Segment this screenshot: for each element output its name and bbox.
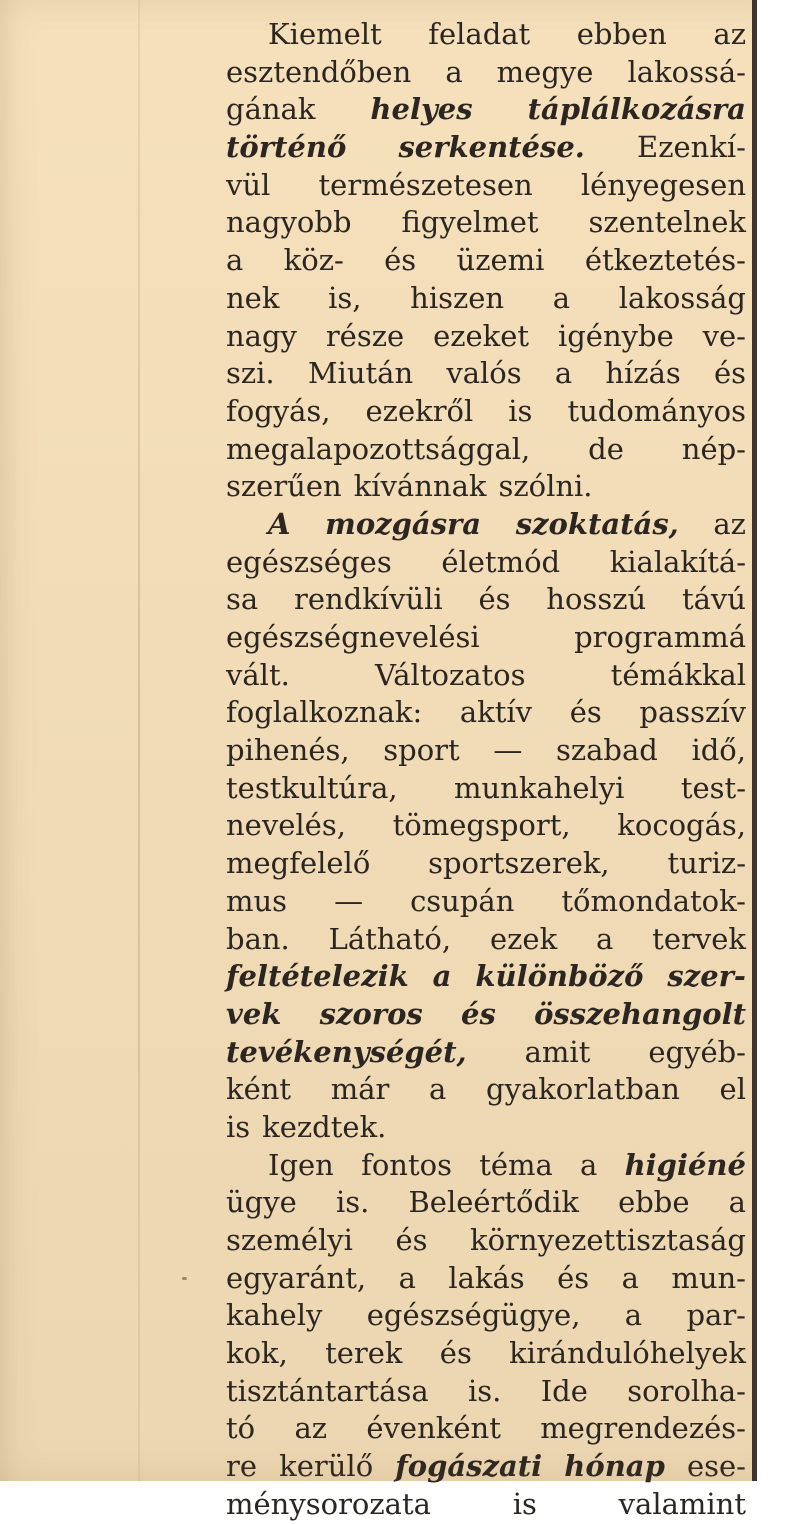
- word: pihenés,: [226, 733, 350, 768]
- word: nép-: [681, 431, 746, 466]
- word: ként: [226, 1072, 292, 1107]
- word: amit: [524, 1034, 591, 1069]
- word: mus: [226, 883, 288, 918]
- word: és: [395, 1223, 428, 1257]
- word: foglalkoznak:: [226, 695, 423, 730]
- word: sorolha-: [627, 1373, 746, 1408]
- word: nagy: [226, 318, 297, 353]
- word: valamint: [618, 1486, 746, 1521]
- word: csupán: [410, 883, 515, 918]
- text-line: [226, 657, 746, 695]
- word: lényegesen: [580, 167, 746, 202]
- word: Ide: [540, 1373, 588, 1408]
- word: figyelmet: [401, 205, 539, 240]
- word: kialakítá-: [609, 544, 746, 579]
- text-line: [226, 204, 746, 242]
- text-line: [226, 91, 746, 129]
- emphasis-word: feltételezik: [226, 959, 409, 994]
- text-line: [226, 1373, 746, 1411]
- text-line: [226, 1071, 746, 1109]
- text-line: [226, 393, 746, 431]
- text-line: [226, 883, 746, 921]
- text-line: [226, 506, 746, 544]
- word: és: [557, 1260, 590, 1295]
- word: kahely: [226, 1298, 323, 1333]
- word: re: [226, 1449, 258, 1484]
- word: is.: [335, 1185, 370, 1220]
- word: megfelelő: [226, 846, 371, 881]
- word: üzemi: [456, 243, 545, 278]
- text-line: [226, 1335, 746, 1373]
- text-line: [226, 468, 746, 506]
- emphasis-word: hónap: [564, 1449, 665, 1484]
- word: a: [621, 1260, 639, 1295]
- word: évenként: [366, 1411, 501, 1446]
- word: is: [226, 1109, 251, 1144]
- text-line: [226, 921, 746, 959]
- word: munkahelyi: [453, 770, 625, 805]
- text-line: [226, 1184, 746, 1222]
- word: is.: [467, 1373, 502, 1408]
- word: a: [596, 921, 614, 956]
- word: már: [330, 1072, 390, 1107]
- text-line: [226, 619, 746, 657]
- word: nek: [226, 280, 280, 315]
- text-line: [226, 1448, 746, 1486]
- word: nagyobb: [226, 205, 352, 240]
- word: kok,: [226, 1336, 288, 1371]
- word: testkultúra,: [226, 770, 398, 805]
- word: —: [493, 733, 523, 768]
- word: sa: [226, 582, 259, 617]
- word: Beleértődik: [408, 1185, 579, 1220]
- text-line: [226, 807, 746, 845]
- word: nevelés,: [226, 808, 346, 843]
- text-line: [226, 1034, 746, 1072]
- word: feladat: [428, 17, 531, 51]
- word: tőmondatok-: [561, 883, 746, 918]
- word: kívánnak: [353, 469, 487, 504]
- word: az: [294, 1411, 328, 1446]
- emphasis-word: különböző: [475, 959, 644, 994]
- text-line: [226, 355, 746, 393]
- word: test-: [680, 770, 746, 805]
- word: tó: [226, 1411, 256, 1446]
- text-line: [226, 16, 746, 54]
- word: szi.: [226, 356, 275, 391]
- emphasis-word: serkentése.: [398, 130, 585, 165]
- emphasis-word: szoros: [319, 996, 423, 1031]
- word: a: [429, 1072, 447, 1107]
- word: mun-: [671, 1260, 746, 1295]
- word: ezeket: [433, 318, 530, 353]
- word: megye: [496, 54, 594, 89]
- word: sport: [383, 733, 460, 768]
- emphasis-word: szer-: [667, 959, 746, 994]
- word: a: [554, 356, 573, 391]
- word: a: [445, 54, 463, 89]
- word: egészséges: [226, 544, 392, 579]
- article-text-column: [226, 16, 746, 1524]
- word: kirándulóhelyek: [509, 1336, 746, 1371]
- word: rendkívüli: [293, 582, 443, 617]
- word: is: [512, 1486, 537, 1521]
- emphasis-word: a: [432, 959, 452, 994]
- word: és: [569, 695, 602, 730]
- word: természetesen: [318, 167, 533, 202]
- word: tervek: [652, 921, 746, 956]
- text-line: [226, 129, 746, 167]
- text-line: [226, 167, 746, 205]
- word: ebbe: [618, 1185, 690, 1220]
- word: étkeztetés-: [584, 243, 746, 278]
- emphasis-word: történő: [226, 130, 347, 165]
- word: lakás: [448, 1260, 525, 1295]
- word: turiz-: [667, 846, 746, 881]
- word: is,: [328, 280, 362, 315]
- emphasis-word: szoktatás,: [515, 506, 679, 541]
- text-line: [226, 242, 746, 280]
- word: is: [508, 393, 533, 428]
- word: szólni.: [498, 469, 593, 504]
- text-line: [226, 1147, 746, 1185]
- word: a: [226, 243, 244, 278]
- paper-speck: [182, 1277, 187, 1280]
- word: el: [719, 1072, 746, 1107]
- emphasis-word: higiéné: [624, 1147, 746, 1182]
- word: az: [713, 17, 746, 51]
- word: passzív: [639, 695, 746, 730]
- word: ügye: [226, 1185, 297, 1220]
- word: a: [580, 1147, 598, 1182]
- text-line: [226, 732, 746, 770]
- word: idő,: [691, 733, 746, 768]
- word: kerülő: [279, 1449, 374, 1484]
- emphasis-word: tevékenységét,: [226, 1034, 467, 1069]
- word: hosszú: [546, 582, 647, 617]
- word: Változatos: [374, 657, 526, 692]
- word: egyaránt,: [226, 1260, 367, 1295]
- word: egészségnevelési: [226, 620, 480, 654]
- word: par-: [686, 1298, 746, 1333]
- word: hiszen: [410, 280, 505, 315]
- word: szentelnek: [588, 205, 746, 240]
- text-line: [226, 1260, 746, 1298]
- word: ebben: [576, 17, 667, 51]
- text-line: [226, 694, 746, 732]
- word: igénybe: [557, 318, 674, 353]
- emphasis-word: táplálkozásra: [527, 92, 746, 127]
- word: tudományos: [567, 393, 746, 428]
- word: része: [325, 318, 405, 353]
- word: vált.: [226, 657, 290, 692]
- word: és: [713, 356, 746, 391]
- word: lakossá-: [627, 54, 746, 89]
- word: a: [398, 1260, 416, 1295]
- word: ese-: [686, 1449, 746, 1484]
- word: esztendőben: [226, 54, 412, 89]
- word: megrendezés-: [540, 1411, 746, 1446]
- paper-fold-line: [138, 0, 140, 1481]
- word: és: [439, 1336, 472, 1371]
- emphasis-word: helyes: [370, 92, 473, 127]
- text-line: [226, 958, 746, 996]
- emphasis-word: fogászati: [395, 1449, 543, 1484]
- emphasis-word: és: [461, 996, 496, 1031]
- word: a: [624, 1298, 643, 1333]
- text-line: [226, 1109, 746, 1147]
- word: köz-: [283, 243, 344, 278]
- text-line: [226, 1486, 746, 1524]
- word: hízás: [605, 356, 681, 391]
- word: Kiemelt: [268, 17, 382, 51]
- word: a: [728, 1185, 746, 1220]
- emphasis-word: A: [268, 506, 291, 541]
- emphasis-word: vek: [226, 996, 282, 1031]
- word: és: [478, 582, 511, 617]
- word: távú: [681, 582, 746, 617]
- word: témákkal: [610, 657, 746, 692]
- word: Ezenkí-: [637, 130, 746, 165]
- word: egyéb-: [648, 1034, 746, 1069]
- word: személyi: [226, 1223, 353, 1257]
- word: vül: [226, 167, 271, 202]
- word: ezekről: [365, 393, 474, 428]
- word: fontos: [361, 1147, 452, 1182]
- word: de: [588, 431, 624, 466]
- word: ezek: [489, 921, 558, 956]
- text-line: [226, 280, 746, 318]
- word: és: [384, 243, 417, 278]
- word: ve-: [702, 318, 746, 353]
- word: életmód: [441, 544, 561, 579]
- emphasis-word: mozgásra: [325, 506, 482, 541]
- text-line: [226, 770, 746, 808]
- word: programmá: [574, 620, 746, 654]
- word: a: [552, 280, 571, 315]
- word: egészségügye,: [366, 1298, 581, 1333]
- text-line: [226, 1297, 746, 1335]
- word: Miután: [307, 356, 414, 391]
- word: lakosság: [618, 280, 746, 315]
- text-line: [226, 1222, 746, 1260]
- word: gyakorlatban: [486, 1072, 680, 1107]
- text-line: [226, 431, 746, 469]
- word: ban.: [226, 921, 290, 956]
- word: —: [334, 883, 364, 918]
- word: Igen: [268, 1147, 334, 1182]
- word: tisztántartása: [226, 1373, 429, 1408]
- word: szabad: [555, 733, 658, 768]
- word: sportszerek,: [428, 846, 610, 881]
- word: kezdtek.: [262, 1109, 387, 1144]
- word: környezettisztaság: [470, 1223, 746, 1257]
- text-line: [226, 54, 746, 92]
- word: fogyás,: [226, 393, 331, 428]
- text-line: [226, 996, 746, 1034]
- text-line: [226, 845, 746, 883]
- text-line: [226, 581, 746, 619]
- scan-margin: [757, 0, 790, 1481]
- text-line: [226, 318, 746, 356]
- word: kocogás,: [617, 808, 746, 843]
- emphasis-word: összehangolt: [534, 996, 746, 1031]
- word: az: [713, 506, 746, 541]
- word: ménysorozata: [226, 1486, 431, 1521]
- word: terek: [325, 1336, 403, 1371]
- text-line: [226, 544, 746, 582]
- word: gának: [226, 92, 316, 127]
- word: téma: [479, 1147, 553, 1182]
- word: tömegsport,: [392, 808, 571, 843]
- word: aktív: [459, 695, 533, 730]
- word: Látható,: [328, 921, 452, 956]
- word: megalapozottsággal,: [226, 431, 531, 466]
- word: valós: [446, 356, 522, 391]
- text-line: [226, 1410, 746, 1448]
- word: szerűen: [226, 469, 342, 504]
